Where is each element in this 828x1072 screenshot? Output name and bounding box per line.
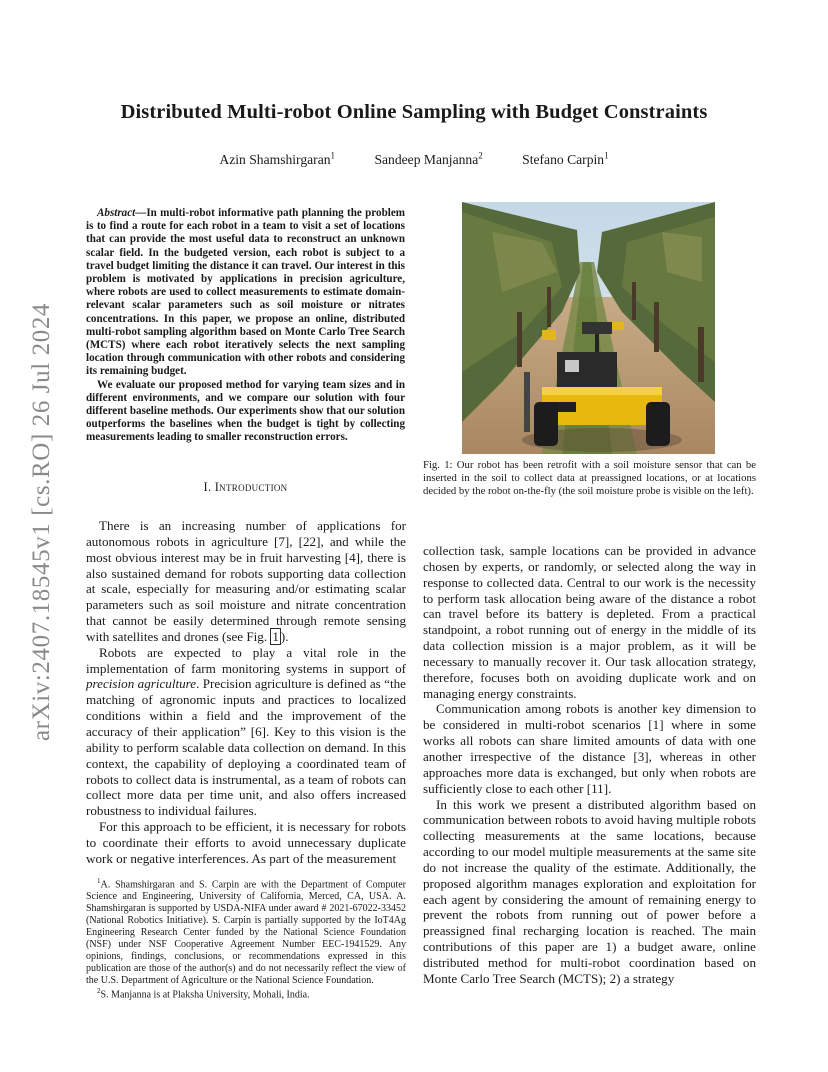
figure-caption: Fig. 1: Our robot has been retrofit with a soil moisture sensor that can be inserted in the soil to collect data at preassigned locations, or at locations decided by the robot on-the-fly (the soil moisture probe is visible on the left). [423,459,756,497]
body-paragraph: There is an increasing number of applications for autonomous robots in agriculture [7], [22], and while the most obvious interest may be in fruit harvesting [4], there is also sustained demand for robots supporting data collection at scale, especially for measuring and/or estimating scalar parameters such as soil moisture and nitrate concentration that cannot be easily determined through remote sensing with satellites and drones (see Fig. 1 ). [86,518,406,644]
figure-reference-link[interactable]: 1 [272,628,279,644]
author: Stefano Carpin$^1$ [522,150,609,167]
author-list [0,150,828,168]
author: Azin Shamshirgaran$^1$ [219,150,336,167]
arxiv-identifier: arXiv:2407.18545v1 [cs.RO] 26 Jul 2024 [28,302,55,742]
body-paragraph: Communication among robots is another key dimension to be considered in multi-robot scenarios [1] where in some works all robots can share limited amounts of data with one another irrespective of the distance [3], whereas in other approaches more data is exchanged, but only when robots are sufficiently close to each other [11]. [423,701,756,796]
intro-body [86,518,406,867]
footnotes [86,876,406,1002]
footnote: $^1$A. Shamshirgaran and S. Carpin are with the Department of Computer Science and Engineering, University of California, Merced, CA, USA. A. Shamshirgaran is supported by USDA-NIFA under award # 2021-67022-33452 (National Robotics Initiative). S. Carpin is partially supported by the IoT4Ag Engineering Research Center funded by the National Science Foundation (NSF) under NSF Cooperative Agreement Number EEC-1941529. Any opinions, findings, conclusions, or recommendations expressed in this publication are those of the author(s) and do not necessarily reflect the view of the U.S. Department of Agriculture or the National Science Foundation. [86,877,406,986]
abstract-label: Abstract [97,207,136,219]
abstract-paragraph: Abstract—In multi-robot informative path planning the problem is to find a route for each robot in a team to visit a set of locations that can provide the most useful data to reconstruct an unknown scalar field. In the budgeted version, each robot is subject to a travel budget limiting the distance it can travel. Our interest in this problem is motivated by applications in precision agriculture, where robots are used to collect measurements to estimate domain-relevant scalar parameters such as soil moisture or nitrates concentrations. In this paper, we propose an online, distributed multi-robot sampling algorithm based on Monte Carlo Tree Search (MCTS) where each robot iteratively selects the next sampling location through communication with other robots and considering its remaining budget. [86,207,405,378]
abstract-paragraph: We evaluate our proposed method for varying team sizes and in different environments, and we compare our solution with four different baseline methods. Our experiments show that our solution outperforms the baselines when the budget is tight by collecting measurements leading to smaller reconstruction errors. [86,378,405,444]
vineyard-robot-illustration [462,202,715,454]
body-paragraph: collection task, sample locations can be provided in advance chosen by experts, or randomly, or selected along the way in response to collected data. Central to our work is the necessity to perform task allocation being aware of the distance a robot can travel before its battery is depleted. From a practical standpoint, a robot running out of energy in the middle of its data collection mission is a major problem, as it will be necessary to manually recover it. Our task allocation strategy, therefore, focuses both on avoiding duplicate work and on managing energy constraints. [423,543,756,701]
footnote: $^2$S. Manjanna is at Plaksha University, Mohali, India. [97,987,310,1001]
author: Sandeep Manjanna$^2$ [374,150,483,167]
robot-photo [462,202,715,454]
abstract [86,207,405,445]
section-heading: I. Introduction [203,480,288,494]
body-paragraph: In this work we present a distributed algorithm based on communication between robots to avoid having multiple robots collecting measurements at the same locations, because according to our model multiple measurements at the same site do not increase the quality of the estimate. Additionally, the proposed algorithm manages exploration and exploitation for each agent by considering the amount of remaining energy to prevent the robots from running out of power before a preassigned final recharging location is reached. The main contributions of this paper are 1) a budget aware, online distributed method for multi-robot coordination based on Monte Carlo Tree Search (MCTS); 2) a strategy [423,796,756,986]
paper-title: Distributed Multi-robot Online Sampling with Budget Constraints [120,101,708,123]
body-paragraph: Robots are expected to play a vital role in the implementation of farm monitoring systems in support of precision agriculture. Precision agriculture is defined as “the matching of agronomic inputs and practices to localized conditions within a field and the improvement of the accuracy of their application” [6]. Key to this vision is the ability to perform scalable data collection on demand. In this context, the capability of deploying a coordinated team of robots to collect data is instrumental, as a team of robots can collect more data per time unit, and also offers increased robustness to individual failures. [86,644,406,819]
right-column-body [423,543,756,987]
body-paragraph: For this approach to be efficient, it is necessary for robots to coordinate their efforts to avoid unnecessary duplicate work or negative interferences. As part of the measurement [86,819,406,866]
